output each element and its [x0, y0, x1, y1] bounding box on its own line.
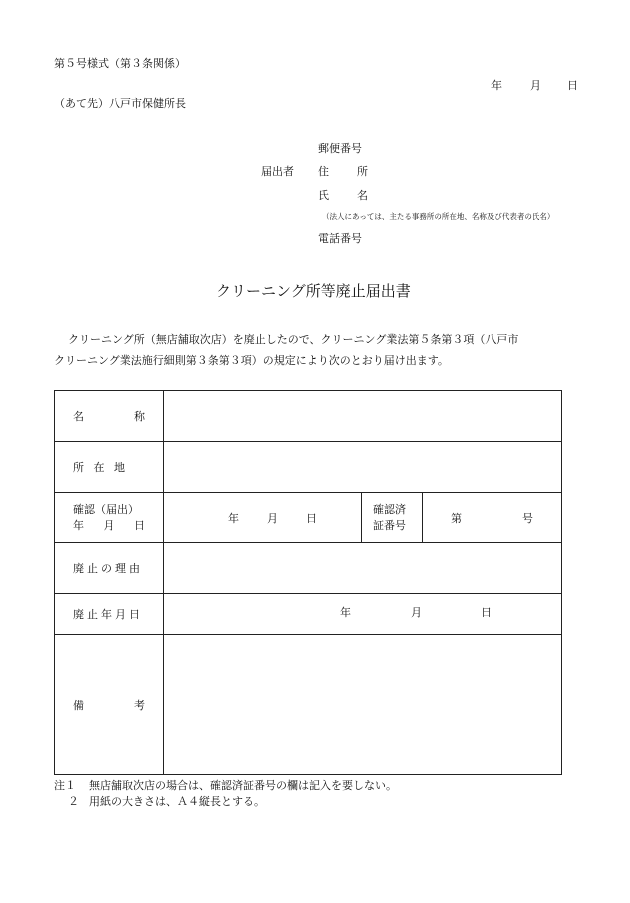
confirm-date-month: 月 [267, 511, 278, 525]
remarks-label-second: 考 [134, 698, 145, 712]
name-input-cell[interactable] [164, 391, 562, 442]
location-label-2: 在 [93, 461, 105, 474]
date-year-label: 年 [491, 79, 502, 92]
body-line-1: クリーニング所（無店舗取次店）を廃止したので、クリーニング業法第５条第３項（八戸市 [68, 333, 519, 346]
recipient: （あて先）八戸市保健所長 [54, 97, 186, 110]
address-label-a: 住 [318, 165, 329, 178]
remarks-label-cell [55, 635, 164, 775]
corporation-note: （法人にあっては、主たる事務所の所在地、名称及び代表者の氏名） [322, 212, 555, 221]
row-confirmation [55, 493, 562, 543]
abolish-date-input-cell[interactable] [164, 594, 562, 635]
location-label-cell [55, 442, 164, 493]
cert-number-label-line2: 証番号 [373, 518, 406, 532]
address-label-b: 所 [357, 165, 368, 178]
date-month-label: 月 [530, 79, 541, 92]
abolish-date-label-cell [55, 594, 164, 635]
confirm-date-year: 年 [228, 511, 239, 525]
name-label-second: 称 [134, 410, 145, 423]
row-abolish-date [55, 594, 562, 635]
confirm-date-label-cell [55, 493, 164, 543]
form-table [54, 390, 562, 775]
cert-number-prefix: 第 [451, 511, 462, 525]
note-2-text: 用紙の大きさは、Ａ４縦長とする。 [89, 795, 265, 808]
reason-input-cell[interactable] [164, 543, 562, 594]
reason-label-cell [55, 543, 164, 594]
note-1-text: 無店舗取次店の場合は、確認済証番号の欄は記入を要しない。 [89, 779, 397, 792]
form-number: 第５号様式（第３条関係） [54, 57, 186, 70]
location-label-1: 所 [73, 461, 84, 474]
note-1-prefix: 注１ [54, 779, 76, 792]
cert-number-input-cell[interactable] [423, 493, 562, 543]
abolish-date-label: 廃止年月日 [73, 608, 143, 621]
row-location [55, 442, 562, 493]
reason-label: 廃止の理由 [73, 562, 143, 575]
row-remarks [55, 635, 562, 775]
confirm-date-label-line1: 確認（届出） [73, 502, 139, 516]
abolish-date-month: 月 [411, 606, 422, 619]
name-label-b: 名 [357, 189, 368, 202]
confirm-date-label-day: 日 [134, 518, 145, 532]
postal-code-label: 郵便番号 [318, 142, 362, 155]
abolish-date-year: 年 [340, 606, 351, 619]
row-name [55, 391, 562, 442]
name-label-a: 氏 [318, 189, 329, 202]
remarks-input-cell[interactable] [164, 635, 562, 775]
confirm-date-label-month: 月 [103, 518, 115, 532]
body-line-2: クリーニング業法施行細則第３条第３項）の規定により次のとおり届け出ます。 [54, 354, 449, 367]
name-label-first: 名 [73, 410, 84, 423]
cert-number-label-line1: 確認済 [373, 502, 406, 516]
cert-number-label-cell [362, 493, 423, 543]
location-input-cell[interactable] [164, 442, 562, 493]
row-reason [55, 543, 562, 594]
abolish-date-day: 日 [481, 606, 492, 619]
note-2-prefix: ２ [68, 795, 79, 808]
name-label-cell [55, 391, 164, 442]
confirm-date-label-year: 年 [73, 518, 84, 532]
cert-number-suffix: 号 [522, 511, 534, 525]
confirm-date-day: 日 [306, 511, 317, 525]
date-day-label: 日 [567, 79, 578, 92]
document-title: クリーニング所等廃止届出書 [216, 282, 411, 300]
location-label-3: 地 [114, 461, 125, 474]
phone-label: 電話番号 [318, 232, 362, 245]
notifier-label: 届出者 [261, 165, 294, 178]
remarks-label-first: 備 [73, 698, 84, 712]
confirm-date-input-cell[interactable] [164, 493, 362, 543]
